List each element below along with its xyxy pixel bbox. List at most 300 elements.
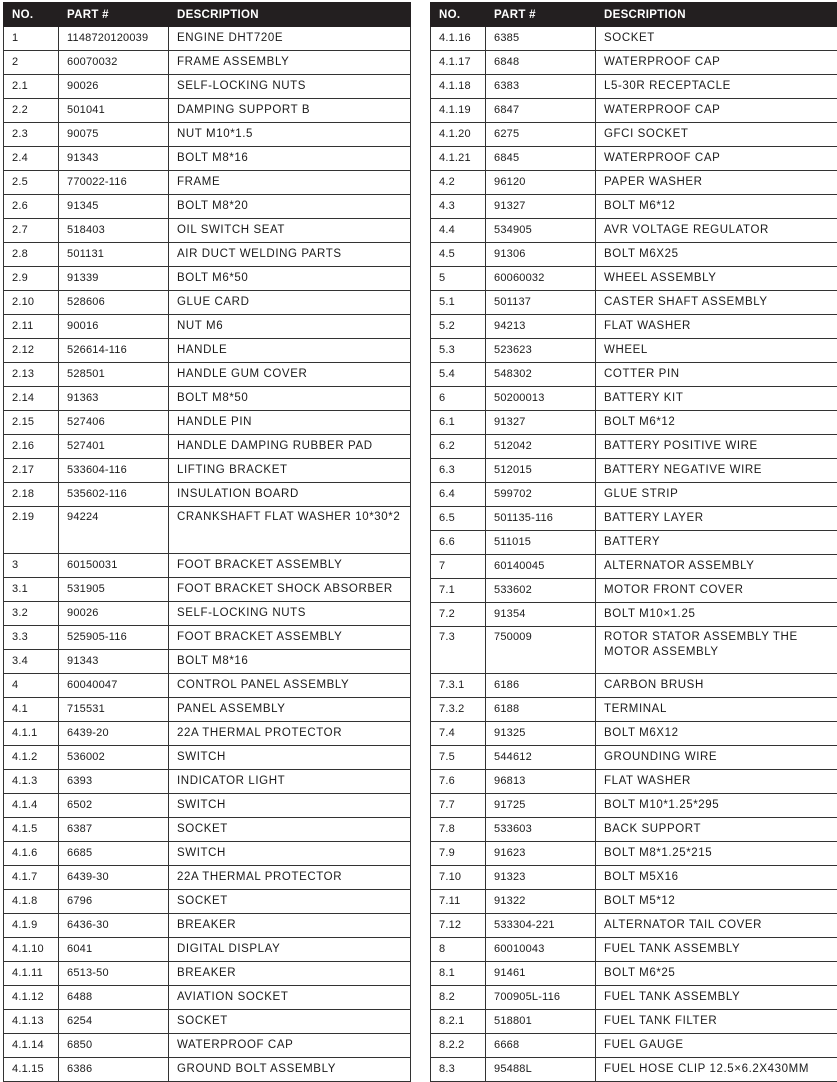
cell-part-number: 527406 bbox=[59, 411, 169, 435]
table-row bbox=[431, 818, 837, 842]
cell-no: 2.1 bbox=[4, 75, 59, 99]
cell-description: AVIATION SOCKET bbox=[169, 986, 411, 1010]
table-row bbox=[4, 698, 411, 722]
cell-no: 4.3 bbox=[431, 195, 486, 219]
cell-description: ALTERNATOR TAIL COVER bbox=[596, 914, 837, 938]
cell-no: 4.1.20 bbox=[431, 123, 486, 147]
cell-description: CASTER SHAFT ASSEMBLY bbox=[596, 291, 837, 315]
table-row bbox=[4, 387, 411, 411]
cell-description: FRAME ASSEMBLY bbox=[169, 51, 411, 75]
cell-part-number: 518801 bbox=[486, 1010, 596, 1034]
cell-no: 2.12 bbox=[4, 339, 59, 363]
table-row bbox=[4, 147, 411, 171]
table-header-row bbox=[4, 3, 411, 27]
cell-no: 7.8 bbox=[431, 818, 486, 842]
cell-no: 6.6 bbox=[431, 531, 486, 555]
cell-part-number: 527401 bbox=[59, 435, 169, 459]
cell-part-number: 6848 bbox=[486, 51, 596, 75]
cell-no: 2.2 bbox=[4, 99, 59, 123]
cell-no: 4.1.18 bbox=[431, 75, 486, 99]
table-row bbox=[431, 171, 837, 195]
cell-description: AVR VOLTAGE REGULATOR bbox=[596, 219, 837, 243]
table-row bbox=[431, 507, 837, 531]
cell-description: BOLT M5*12 bbox=[596, 890, 837, 914]
table-row bbox=[431, 75, 837, 99]
table-row bbox=[4, 459, 411, 483]
cell-description: SOCKET bbox=[169, 818, 411, 842]
cell-description: SWITCH bbox=[169, 746, 411, 770]
table-row bbox=[431, 243, 837, 267]
table-row bbox=[4, 267, 411, 291]
cell-no: 4.1.12 bbox=[4, 986, 59, 1010]
cell-description: FUEL GAUGE bbox=[596, 1034, 837, 1058]
table-row bbox=[431, 123, 837, 147]
table-row bbox=[431, 267, 837, 291]
cell-part-number: 750009 bbox=[486, 627, 596, 674]
table-row bbox=[4, 986, 411, 1010]
cell-description: ENGINE DHT720E bbox=[169, 27, 411, 51]
cell-description: TERMINAL bbox=[596, 698, 837, 722]
cell-part-number: 6275 bbox=[486, 123, 596, 147]
cell-description: GLUE CARD bbox=[169, 291, 411, 315]
header-part: PART # bbox=[59, 3, 169, 27]
cell-part-number: 511015 bbox=[486, 531, 596, 555]
cell-part-number: 6387 bbox=[59, 818, 169, 842]
table-row bbox=[4, 842, 411, 866]
cell-part-number: 91327 bbox=[486, 195, 596, 219]
cell-part-number: 501137 bbox=[486, 291, 596, 315]
cell-description: GFCI SOCKET bbox=[596, 123, 837, 147]
cell-description: OIL SWITCH SEAT bbox=[169, 219, 411, 243]
cell-no: 3.1 bbox=[4, 578, 59, 602]
cell-part-number: 90016 bbox=[59, 315, 169, 339]
cell-description: SWITCH bbox=[169, 842, 411, 866]
table-row bbox=[4, 75, 411, 99]
header-description: DESCRIPTION bbox=[169, 3, 411, 27]
cell-no: 2.3 bbox=[4, 123, 59, 147]
cell-part-number: 6436-30 bbox=[59, 914, 169, 938]
cell-part-number: 95488L bbox=[486, 1058, 596, 1082]
cell-no: 7.11 bbox=[431, 890, 486, 914]
table-row bbox=[431, 483, 837, 507]
cell-no: 2.16 bbox=[4, 435, 59, 459]
cell-no: 6.2 bbox=[431, 435, 486, 459]
table-row bbox=[431, 387, 837, 411]
cell-no: 7.10 bbox=[431, 866, 486, 890]
cell-part-number: 6439-30 bbox=[59, 866, 169, 890]
header-no: NO. bbox=[431, 3, 486, 27]
cell-part-number: 715531 bbox=[59, 698, 169, 722]
table-row bbox=[431, 459, 837, 483]
cell-description: CRANKSHAFT FLAT WASHER 10*30*2 bbox=[169, 507, 411, 554]
cell-part-number: 770022-116 bbox=[59, 171, 169, 195]
cell-part-number: 531905 bbox=[59, 578, 169, 602]
cell-description: NUT M6 bbox=[169, 315, 411, 339]
table-row bbox=[431, 411, 837, 435]
cell-no: 3.4 bbox=[4, 650, 59, 674]
cell-part-number: 6513-50 bbox=[59, 962, 169, 986]
cell-no: 8.3 bbox=[431, 1058, 486, 1082]
cell-no: 8.2.1 bbox=[431, 1010, 486, 1034]
cell-part-number: 6847 bbox=[486, 99, 596, 123]
cell-description: SELF-LOCKING NUTS bbox=[169, 75, 411, 99]
cell-part-number: 518403 bbox=[59, 219, 169, 243]
cell-part-number: 533304-221 bbox=[486, 914, 596, 938]
cell-part-number: 6668 bbox=[486, 1034, 596, 1058]
cell-part-number: 60040047 bbox=[59, 674, 169, 698]
cell-no: 5.4 bbox=[431, 363, 486, 387]
cell-part-number: 50200013 bbox=[486, 387, 596, 411]
table-row bbox=[431, 986, 837, 1010]
cell-description: WATERPROOF CAP bbox=[596, 51, 837, 75]
cell-part-number: 91339 bbox=[59, 267, 169, 291]
cell-no: 8.2.2 bbox=[431, 1034, 486, 1058]
table-row bbox=[431, 339, 837, 363]
table-row bbox=[4, 315, 411, 339]
cell-part-number: 533604-116 bbox=[59, 459, 169, 483]
cell-no: 4.1.2 bbox=[4, 746, 59, 770]
table-row bbox=[4, 195, 411, 219]
cell-no: 5 bbox=[431, 267, 486, 291]
header-no: NO. bbox=[4, 3, 59, 27]
cell-part-number: 6439-20 bbox=[59, 722, 169, 746]
cell-part-number: 94224 bbox=[59, 507, 169, 554]
table-row bbox=[4, 363, 411, 387]
cell-part-number: 6254 bbox=[59, 1010, 169, 1034]
cell-part-number: 501131 bbox=[59, 243, 169, 267]
cell-no: 4.1.19 bbox=[431, 99, 486, 123]
cell-no: 2.8 bbox=[4, 243, 59, 267]
cell-description: FUEL TANK ASSEMBLY bbox=[596, 986, 837, 1010]
cell-no: 5.3 bbox=[431, 339, 486, 363]
cell-no: 3.3 bbox=[4, 626, 59, 650]
cell-no: 3 bbox=[4, 554, 59, 578]
cell-no: 2.19 bbox=[4, 507, 59, 554]
table-row bbox=[4, 27, 411, 51]
cell-part-number: 6041 bbox=[59, 938, 169, 962]
cell-part-number: 90026 bbox=[59, 75, 169, 99]
cell-description: BOLT M6*25 bbox=[596, 962, 837, 986]
cell-no: 7.3.2 bbox=[431, 698, 486, 722]
cell-description: FUEL HOSE CLIP 12.5×6.2X430MM bbox=[596, 1058, 837, 1082]
cell-description: BOLT M5X16 bbox=[596, 866, 837, 890]
cell-description: FUEL TANK ASSEMBLY bbox=[596, 938, 837, 962]
table-row bbox=[431, 770, 837, 794]
cell-description: DIGITAL DISPLAY bbox=[169, 938, 411, 962]
table-row bbox=[431, 698, 837, 722]
table-row bbox=[431, 1034, 837, 1058]
cell-part-number: 91323 bbox=[486, 866, 596, 890]
cell-description: WATERPROOF CAP bbox=[169, 1034, 411, 1058]
cell-part-number: 6488 bbox=[59, 986, 169, 1010]
cell-part-number: 548302 bbox=[486, 363, 596, 387]
cell-no: 4.1.16 bbox=[431, 27, 486, 51]
cell-part-number: 6385 bbox=[486, 27, 596, 51]
cell-no: 4.4 bbox=[431, 219, 486, 243]
cell-no: 2.14 bbox=[4, 387, 59, 411]
cell-part-number: 1148720120039 bbox=[59, 27, 169, 51]
cell-part-number: 599702 bbox=[486, 483, 596, 507]
cell-description: BOLT M6*12 bbox=[596, 195, 837, 219]
cell-description: FOOT BRACKET SHOCK ABSORBER bbox=[169, 578, 411, 602]
cell-no: 7.4 bbox=[431, 722, 486, 746]
cell-description: BOLT M6X12 bbox=[596, 722, 837, 746]
cell-part-number: 535602-116 bbox=[59, 483, 169, 507]
cell-description: HANDLE DAMPING RUBBER PAD bbox=[169, 435, 411, 459]
cell-no: 7.3.1 bbox=[431, 674, 486, 698]
table-row bbox=[4, 435, 411, 459]
cell-description: COTTER PIN bbox=[596, 363, 837, 387]
cell-part-number: 501135-116 bbox=[486, 507, 596, 531]
cell-no: 2.9 bbox=[4, 267, 59, 291]
cell-description: 22A THERMAL PROTECTOR bbox=[169, 866, 411, 890]
table-row bbox=[4, 243, 411, 267]
cell-part-number: 6502 bbox=[59, 794, 169, 818]
cell-description: GLUE STRIP bbox=[596, 483, 837, 507]
cell-no: 4.1.7 bbox=[4, 866, 59, 890]
table-row bbox=[431, 866, 837, 890]
cell-part-number: 60150031 bbox=[59, 554, 169, 578]
table-row bbox=[431, 363, 837, 387]
cell-no: 2.10 bbox=[4, 291, 59, 315]
cell-description: BOLT M6*50 bbox=[169, 267, 411, 291]
cell-no: 4.1.8 bbox=[4, 890, 59, 914]
table-row bbox=[431, 27, 837, 51]
table-row bbox=[4, 411, 411, 435]
cell-description: INDICATOR LIGHT bbox=[169, 770, 411, 794]
table-row bbox=[4, 123, 411, 147]
cell-no: 6.5 bbox=[431, 507, 486, 531]
table-row bbox=[431, 890, 837, 914]
cell-no: 6.3 bbox=[431, 459, 486, 483]
cell-description: LIFTING BRACKET bbox=[169, 459, 411, 483]
table-row bbox=[431, 794, 837, 818]
cell-description: BOLT M10×1.25 bbox=[596, 603, 837, 627]
table-row bbox=[431, 1010, 837, 1034]
cell-description: BOLT M8*16 bbox=[169, 650, 411, 674]
cell-description: WATERPROOF CAP bbox=[596, 99, 837, 123]
table-row bbox=[431, 962, 837, 986]
cell-no: 4.1.10 bbox=[4, 938, 59, 962]
table-row bbox=[4, 602, 411, 626]
table-row bbox=[431, 99, 837, 123]
cell-description: NUT M10*1.5 bbox=[169, 123, 411, 147]
cell-no: 4.1 bbox=[4, 698, 59, 722]
cell-part-number: 6845 bbox=[486, 147, 596, 171]
cell-no: 4.2 bbox=[431, 171, 486, 195]
cell-no: 4 bbox=[4, 674, 59, 698]
cell-description: AIR DUCT WELDING PARTS bbox=[169, 243, 411, 267]
cell-no: 5.1 bbox=[431, 291, 486, 315]
cell-no: 4.1.3 bbox=[4, 770, 59, 794]
table-row bbox=[431, 674, 837, 698]
table-row bbox=[4, 578, 411, 602]
cell-no: 2.15 bbox=[4, 411, 59, 435]
cell-description: MOTOR FRONT COVER bbox=[596, 579, 837, 603]
cell-no: 7.6 bbox=[431, 770, 486, 794]
cell-part-number: 6796 bbox=[59, 890, 169, 914]
table-row bbox=[431, 579, 837, 603]
table-row bbox=[4, 914, 411, 938]
cell-no: 3.2 bbox=[4, 602, 59, 626]
cell-no: 7.12 bbox=[431, 914, 486, 938]
cell-description: BOLT M6X25 bbox=[596, 243, 837, 267]
cell-no: 4.1.1 bbox=[4, 722, 59, 746]
table-row bbox=[431, 195, 837, 219]
cell-part-number: 512042 bbox=[486, 435, 596, 459]
cell-description: SOCKET bbox=[596, 27, 837, 51]
parts-table-left-body bbox=[4, 27, 411, 1082]
parts-table-right bbox=[430, 2, 837, 1082]
table-row bbox=[4, 818, 411, 842]
cell-part-number: 533602 bbox=[486, 579, 596, 603]
cell-part-number: 6386 bbox=[59, 1058, 169, 1082]
parts-table-left bbox=[3, 2, 411, 1082]
cell-no: 8.2 bbox=[431, 986, 486, 1010]
cell-part-number: 91461 bbox=[486, 962, 596, 986]
cell-no: 2.11 bbox=[4, 315, 59, 339]
cell-no: 1 bbox=[4, 27, 59, 51]
cell-description: PAPER WASHER bbox=[596, 171, 837, 195]
table-row bbox=[4, 794, 411, 818]
cell-part-number: 60140045 bbox=[486, 555, 596, 579]
cell-no: 4.1.5 bbox=[4, 818, 59, 842]
cell-description: BATTERY bbox=[596, 531, 837, 555]
table-row bbox=[431, 627, 837, 674]
header-part: PART # bbox=[486, 3, 596, 27]
cell-part-number: 6188 bbox=[486, 698, 596, 722]
table-row bbox=[4, 554, 411, 578]
cell-description: GROUNDING WIRE bbox=[596, 746, 837, 770]
cell-no: 4.1.11 bbox=[4, 962, 59, 986]
cell-no: 2 bbox=[4, 51, 59, 75]
cell-description: HANDLE PIN bbox=[169, 411, 411, 435]
cell-part-number: 94213 bbox=[486, 315, 596, 339]
cell-part-number: 6685 bbox=[59, 842, 169, 866]
cell-no: 2.18 bbox=[4, 483, 59, 507]
cell-no: 4.1.15 bbox=[4, 1058, 59, 1082]
cell-part-number: 528501 bbox=[59, 363, 169, 387]
cell-description: BATTERY LAYER bbox=[596, 507, 837, 531]
cell-part-number: 60010043 bbox=[486, 938, 596, 962]
cell-description: BREAKER bbox=[169, 962, 411, 986]
table-row bbox=[431, 914, 837, 938]
table-row bbox=[4, 962, 411, 986]
cell-part-number: 91325 bbox=[486, 722, 596, 746]
cell-no: 7.1 bbox=[431, 579, 486, 603]
cell-description: FUEL TANK FILTER bbox=[596, 1010, 837, 1034]
table-row bbox=[431, 51, 837, 75]
table-row bbox=[4, 890, 411, 914]
cell-description: BATTERY POSITIVE WIRE bbox=[596, 435, 837, 459]
cell-no: 4.1.14 bbox=[4, 1034, 59, 1058]
table-row bbox=[431, 938, 837, 962]
cell-description: GROUND BOLT ASSEMBLY bbox=[169, 1058, 411, 1082]
cell-description: SWITCH bbox=[169, 794, 411, 818]
cell-part-number: 533603 bbox=[486, 818, 596, 842]
cell-part-number: 60060032 bbox=[486, 267, 596, 291]
cell-part-number: 60070032 bbox=[59, 51, 169, 75]
table-row bbox=[431, 435, 837, 459]
cell-no: 4.5 bbox=[431, 243, 486, 267]
cell-description: SOCKET bbox=[169, 1010, 411, 1034]
table-row bbox=[431, 1058, 837, 1082]
table-row bbox=[4, 507, 411, 554]
table-header-row bbox=[431, 3, 837, 27]
cell-no: 5.2 bbox=[431, 315, 486, 339]
cell-no: 4.1.4 bbox=[4, 794, 59, 818]
cell-description: L5-30R RECEPTACLE bbox=[596, 75, 837, 99]
cell-description: FOOT BRACKET ASSEMBLY bbox=[169, 626, 411, 650]
cell-description: 22A THERMAL PROTECTOR bbox=[169, 722, 411, 746]
cell-description: WHEEL bbox=[596, 339, 837, 363]
cell-description: ROTOR STATOR ASSEMBLY THE MOTOR ASSEMBLY bbox=[596, 627, 837, 674]
cell-no: 2.4 bbox=[4, 147, 59, 171]
cell-description: FLAT WASHER bbox=[596, 315, 837, 339]
table-row bbox=[4, 866, 411, 890]
cell-no: 7.7 bbox=[431, 794, 486, 818]
cell-no: 2.13 bbox=[4, 363, 59, 387]
cell-no: 7.3 bbox=[431, 627, 486, 674]
cell-part-number: 96120 bbox=[486, 171, 596, 195]
cell-no: 7.5 bbox=[431, 746, 486, 770]
cell-no: 4.1.21 bbox=[431, 147, 486, 171]
cell-no: 4.1.17 bbox=[431, 51, 486, 75]
cell-part-number: 700905L-116 bbox=[486, 986, 596, 1010]
cell-part-number: 6393 bbox=[59, 770, 169, 794]
table-row bbox=[4, 291, 411, 315]
cell-description: BACK SUPPORT bbox=[596, 818, 837, 842]
cell-part-number: 525905-116 bbox=[59, 626, 169, 650]
cell-description: HANDLE GUM COVER bbox=[169, 363, 411, 387]
cell-description: WATERPROOF CAP bbox=[596, 147, 837, 171]
cell-no: 7.2 bbox=[431, 603, 486, 627]
cell-description: BOLT M8*50 bbox=[169, 387, 411, 411]
cell-part-number: 534905 bbox=[486, 219, 596, 243]
cell-no: 4.1.9 bbox=[4, 914, 59, 938]
cell-description: ALTERNATOR ASSEMBLY bbox=[596, 555, 837, 579]
cell-no: 6.4 bbox=[431, 483, 486, 507]
cell-no: 4.1.6 bbox=[4, 842, 59, 866]
cell-description: FLAT WASHER bbox=[596, 770, 837, 794]
cell-description: BOLT M8*16 bbox=[169, 147, 411, 171]
cell-no: 6 bbox=[431, 387, 486, 411]
cell-description: BREAKER bbox=[169, 914, 411, 938]
cell-no: 4.1.13 bbox=[4, 1010, 59, 1034]
table-row bbox=[4, 1010, 411, 1034]
cell-description: FOOT BRACKET ASSEMBLY bbox=[169, 554, 411, 578]
table-row bbox=[4, 1058, 411, 1082]
cell-description: BOLT M8*1.25*215 bbox=[596, 842, 837, 866]
cell-description: CONTROL PANEL ASSEMBLY bbox=[169, 674, 411, 698]
cell-part-number: 91343 bbox=[59, 650, 169, 674]
cell-part-number: 544612 bbox=[486, 746, 596, 770]
cell-part-number: 91725 bbox=[486, 794, 596, 818]
table-row bbox=[4, 339, 411, 363]
cell-description: WHEEL ASSEMBLY bbox=[596, 267, 837, 291]
cell-description: PANEL ASSEMBLY bbox=[169, 698, 411, 722]
cell-description: BATTERY NEGATIVE WIRE bbox=[596, 459, 837, 483]
cell-part-number: 91322 bbox=[486, 890, 596, 914]
table-row bbox=[4, 674, 411, 698]
cell-description: DAMPING SUPPORT B bbox=[169, 99, 411, 123]
table-row bbox=[4, 770, 411, 794]
cell-description: SOCKET bbox=[169, 890, 411, 914]
cell-part-number: 91354 bbox=[486, 603, 596, 627]
cell-part-number: 96813 bbox=[486, 770, 596, 794]
cell-no: 2.7 bbox=[4, 219, 59, 243]
cell-part-number: 526614-116 bbox=[59, 339, 169, 363]
